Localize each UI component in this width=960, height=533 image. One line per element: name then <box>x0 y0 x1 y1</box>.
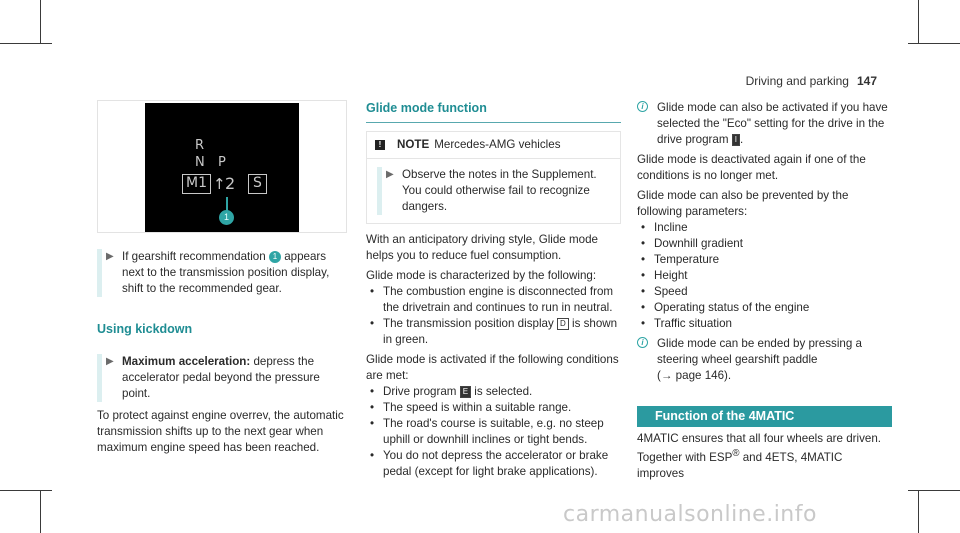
warning-icon: ! <box>375 140 385 150</box>
callout-leader <box>226 197 228 211</box>
column-right <box>637 100 892 482</box>
mode-s-box: S <box>248 174 267 194</box>
gear-r: R <box>195 138 205 153</box>
callout-marker: 1 <box>219 210 234 225</box>
list-item: • The road's course is suitable, e.g. no steep uphill or downhill inclines or tight bends. <box>366 416 621 448</box>
parameter-list <box>637 220 892 332</box>
bullet-list <box>366 384 621 480</box>
section-heading-bar: Function of the 4MATIC <box>637 406 892 427</box>
paragraph <box>637 431 892 482</box>
registered-mark: ® <box>732 447 740 459</box>
list-text: Drive program <box>383 385 457 399</box>
info-note <box>637 336 892 384</box>
list-item: • Temperature <box>637 252 892 268</box>
column-middle <box>366 100 621 480</box>
list-item: • You do not depress the accelerator or brake pedal (except for light brake applications). <box>366 448 621 480</box>
list-item: • Traffic situation <box>637 316 892 332</box>
instruction-step <box>377 167 612 215</box>
paragraph: Glide mode is activated if the following conditions are met: <box>366 353 619 383</box>
note-subject: Mercedes-AMG vehicles <box>434 138 561 152</box>
gear-m1-box: M1 <box>182 174 211 194</box>
paragraph: To protect against engine overrev, the automatic transmission shifts up to the next gear when maximum engine speed has been reached. <box>97 409 344 455</box>
drive-program-e-icon: E <box>460 386 471 398</box>
recommended-gear: 2 <box>225 174 236 193</box>
info-icon: i <box>637 101 648 112</box>
kickdown-heading: Using kickdown <box>97 321 193 336</box>
paragraph-text: 4MATIC ensures that all four wheels are driven. Together with ESP <box>637 431 882 464</box>
step-text: depress the accelerator pedal beyond the pressure point. <box>122 355 320 401</box>
crop-mark <box>908 43 960 44</box>
step-text: If gearshift recommendation <box>122 250 266 263</box>
list-item <box>366 316 621 348</box>
note-body <box>367 159 620 223</box>
step-text: appears next to the transmission position display, shift to the recommended gear. <box>122 250 330 295</box>
crop-mark <box>40 0 41 44</box>
instruction-step <box>97 354 347 402</box>
running-header <box>746 73 877 90</box>
list-item: • The combustion engine is disconnected from the drivetrain and continues to run in neutral. <box>366 284 621 316</box>
instrument-display <box>145 103 299 232</box>
glide-mode-heading: Glide mode function <box>366 100 621 123</box>
list-text: is shown in green. <box>383 317 618 347</box>
note-title: NOTE <box>397 138 430 152</box>
gear-p: P <box>218 155 226 170</box>
display-d-symbol-icon: D <box>557 318 569 330</box>
paragraph: With an anticipatory driving style, Glide mode helps you to reduce fuel consumption. <box>366 233 598 263</box>
bullet-list <box>366 284 621 348</box>
step-text: Observe the notes in the Supplement. You could otherwise fail to recognize dangers. <box>402 168 597 214</box>
list-text: The transmission position display <box>383 317 554 331</box>
crop-mark <box>918 490 919 533</box>
column-left <box>97 100 347 456</box>
crop-mark <box>918 0 919 44</box>
crop-mark <box>0 43 52 44</box>
paragraph: Glide mode can also be prevented by the following parameters: <box>637 188 849 218</box>
list-item: • Speed <box>637 284 892 300</box>
gear-n: N <box>195 155 205 170</box>
list-item <box>366 384 621 400</box>
list-item: • Downhill gradient <box>637 236 892 252</box>
step-arrow-icon: ▶ <box>106 251 114 262</box>
paragraph: Glide mode is characterized by the following: <box>366 269 597 283</box>
crop-mark <box>0 490 52 491</box>
info-text: Glide mode can also be activated if you have selected the "Eco" setting for the drive in the drive program <box>657 101 888 146</box>
page-number: 147 <box>856 74 877 88</box>
drive-program-i-icon: I <box>732 134 740 146</box>
note-box <box>366 131 621 224</box>
instruction-step <box>97 249 347 297</box>
info-text: Glide mode can be ended by pressing a steering wheel gearshift paddle <box>657 336 862 366</box>
page-reference-link[interactable]: (→ page 146). <box>657 368 732 382</box>
step-bold-label: Maximum acceleration: <box>122 355 251 369</box>
paragraph-text: and 4ETS, 4MATIC improves <box>637 450 843 480</box>
list-item: • Incline <box>637 220 892 236</box>
watermark: carmanualsonline.info <box>563 502 817 527</box>
note-header <box>367 132 620 159</box>
crop-mark <box>40 490 41 533</box>
list-item: • Height <box>637 268 892 284</box>
callout-marker-inline: 1 <box>269 251 281 263</box>
info-text: . <box>740 132 744 146</box>
list-item: • Operating status of the engine <box>637 300 892 316</box>
header-section: Driving and parking <box>745 74 849 88</box>
upshift-arrow-icon: ↑ <box>213 175 226 193</box>
crop-mark <box>908 490 960 491</box>
list-item: • The speed is within a suitable range. <box>366 400 621 416</box>
info-icon: i <box>637 337 648 348</box>
display-figure <box>97 100 347 233</box>
step-arrow-icon: ▶ <box>106 356 114 368</box>
info-note <box>637 100 892 148</box>
step-arrow-icon: ▶ <box>386 169 394 181</box>
list-text: is selected. <box>474 385 533 399</box>
paragraph: Glide mode is deactivated again if one of the conditions is no longer met. <box>637 152 866 182</box>
